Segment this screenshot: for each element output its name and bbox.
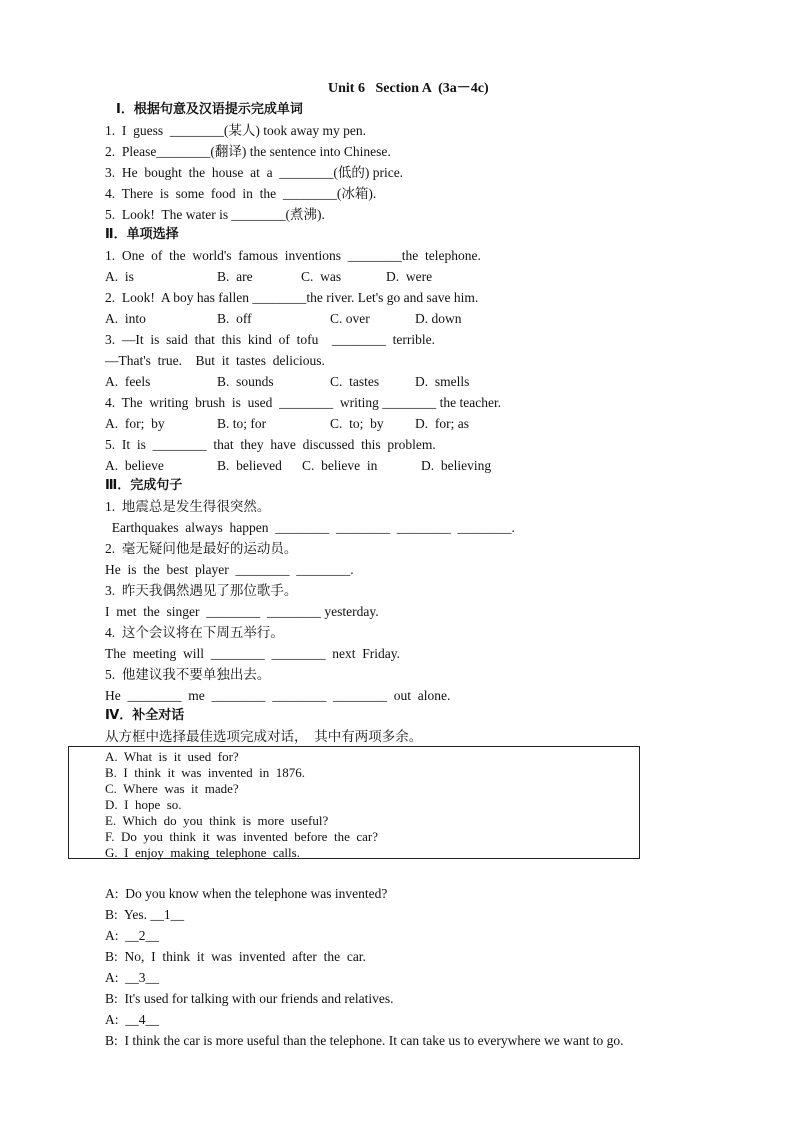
dialogue-line: B: It's used for talking with our friends and relatives. (105, 991, 394, 1006)
sec2-question-1: 1. One of the world's famous inventions ________the telephone. (105, 248, 481, 263)
sec2-q4-option-c: C. to; by (330, 416, 384, 431)
sec3-line: The meeting will ________ ________ next Friday. (105, 646, 400, 661)
dialogue-line: A: __4__ (105, 1012, 159, 1027)
answer-blank[interactable]: __2__ (125, 928, 159, 943)
sec2-q3-option-c: C. tastes (330, 374, 380, 389)
answer-blank[interactable]: __1__ (150, 907, 185, 922)
sec3-line: He is the best player ________ ________. (105, 562, 354, 577)
sec2-q3-option-a: A. feels (105, 374, 151, 389)
sec1-item-3: 3. He bought the house at a ________(低的) price. (105, 165, 404, 180)
sec2-q5-option-d: D. believing (421, 458, 492, 473)
sec1-item-1: 1. I guess ________(某人) took away my pen. (105, 123, 366, 138)
box-option-b: B. I think it was invented in 1876. (105, 765, 306, 780)
sec2-q2-option-c: C. over (330, 311, 370, 326)
page-title: Unit 6 Section A (3a－4c) (328, 81, 489, 96)
sec2-q2-option-a: A. into (105, 311, 146, 326)
box-option-f: F. Do you think it was invented before the car? (105, 829, 378, 844)
dialogue-line: B: No, I think it was invented after the car. (105, 949, 366, 964)
dialogue-line: B: Yes. __1__ (105, 907, 185, 922)
sec2-q5-option-a: A. believe (105, 458, 164, 473)
sec3-line: 3. 昨天我偶然遇见了那位歌手。 (105, 583, 298, 598)
sec2-question-3: 3. —It is said that this kind of tofu ________ terrible. (105, 332, 435, 347)
sec2-q4-option-d: D. for; as (415, 416, 469, 431)
sec2-q1-option-c: C. was (301, 269, 342, 284)
sec2-q4-option-b: B. to; for (217, 416, 267, 431)
sec2-q3-option-d: D. smells (415, 374, 470, 389)
sec3-line: 1. 地震总是发生得很突然。 (105, 499, 271, 514)
sec3-line: He ________ me ________ ________ ________ out alone. (105, 688, 451, 703)
sec2-question-2: 2. Look! A boy has fallen ________the river. Let's go and save him. (105, 290, 479, 305)
sec2-q1-option-d: D. were (386, 269, 433, 284)
section-2-heading: Ⅱ．单项选择 (105, 227, 179, 242)
answer-blank[interactable]: __4__ (125, 1012, 159, 1027)
box-option-e: E. Which do you think is more useful? (105, 813, 329, 828)
section-1-heading: Ⅰ．根据句意及汉语提示完成单词 (116, 102, 303, 117)
answer-blank[interactable]: __3__ (125, 970, 159, 985)
sec2-q1-option-a: A. is (105, 269, 134, 284)
sec3-line: I met the singer ________ ________ yesterday. (105, 604, 379, 619)
sec2-q5-option-b: B. believed (217, 458, 282, 473)
sec3-line: 4. 这个会议将在下周五举行。 (105, 625, 284, 640)
options-box (68, 746, 640, 859)
box-option-d: D. I hope so. (105, 797, 182, 812)
section-3-heading: Ⅲ．完成句子 (105, 478, 183, 493)
box-option-g: G. I enjoy making telephone calls. (105, 845, 300, 860)
sec1-item-4: 4. There is some food in the ________(冰箱). (105, 186, 377, 201)
sec3-line: 5. 他建议我不要单独出去。 (105, 667, 271, 682)
box-option-c: C. Where was it made? (105, 781, 239, 796)
sec2-question-3-reply: —That's true. But it tastes delicious. (105, 353, 325, 368)
dialogue-line: A: __2__ (105, 928, 159, 943)
dialogue-line: A: __3__ (105, 970, 159, 985)
sec4-instruction: 从方框中选择最佳选项完成对话， 其中有两项多余。 (105, 729, 423, 744)
sec2-question-4: 4. The writing brush is used ________ writing ________ the teacher. (105, 395, 502, 410)
dialogue-line: A: Do you know when the telephone was invented? (105, 886, 388, 901)
sec2-q5-option-c: C. believe in (302, 458, 378, 473)
box-option-a: A. What is it used for? (105, 749, 239, 764)
sec3-line: 2. 毫无疑问他是最好的运动员。 (105, 541, 298, 556)
sec2-q1-option-b: B. are (217, 269, 253, 284)
sec2-q4-option-a: A. for; by (105, 416, 165, 431)
sec1-item-5: 5. Look! The water is ________(煮沸). (105, 207, 325, 222)
sec2-q3-option-b: B. sounds (217, 374, 274, 389)
sec2-q2-option-d: D. down (415, 311, 462, 326)
sec1-item-2: 2. Please________(翻译) the sentence into Chinese. (105, 144, 391, 159)
sec2-question-5: 5. It is ________ that they have discussed this problem. (105, 437, 436, 452)
dialogue-line: B: I think the car is more useful than the telephone. It can take us to everywhere we want to go. (105, 1033, 624, 1048)
sec3-line: Earthquakes always happen ________ ________ ________ ________. (105, 520, 515, 535)
sec2-q2-option-b: B. off (217, 311, 252, 326)
section-4-heading: Ⅳ．补全对话 (105, 708, 185, 723)
